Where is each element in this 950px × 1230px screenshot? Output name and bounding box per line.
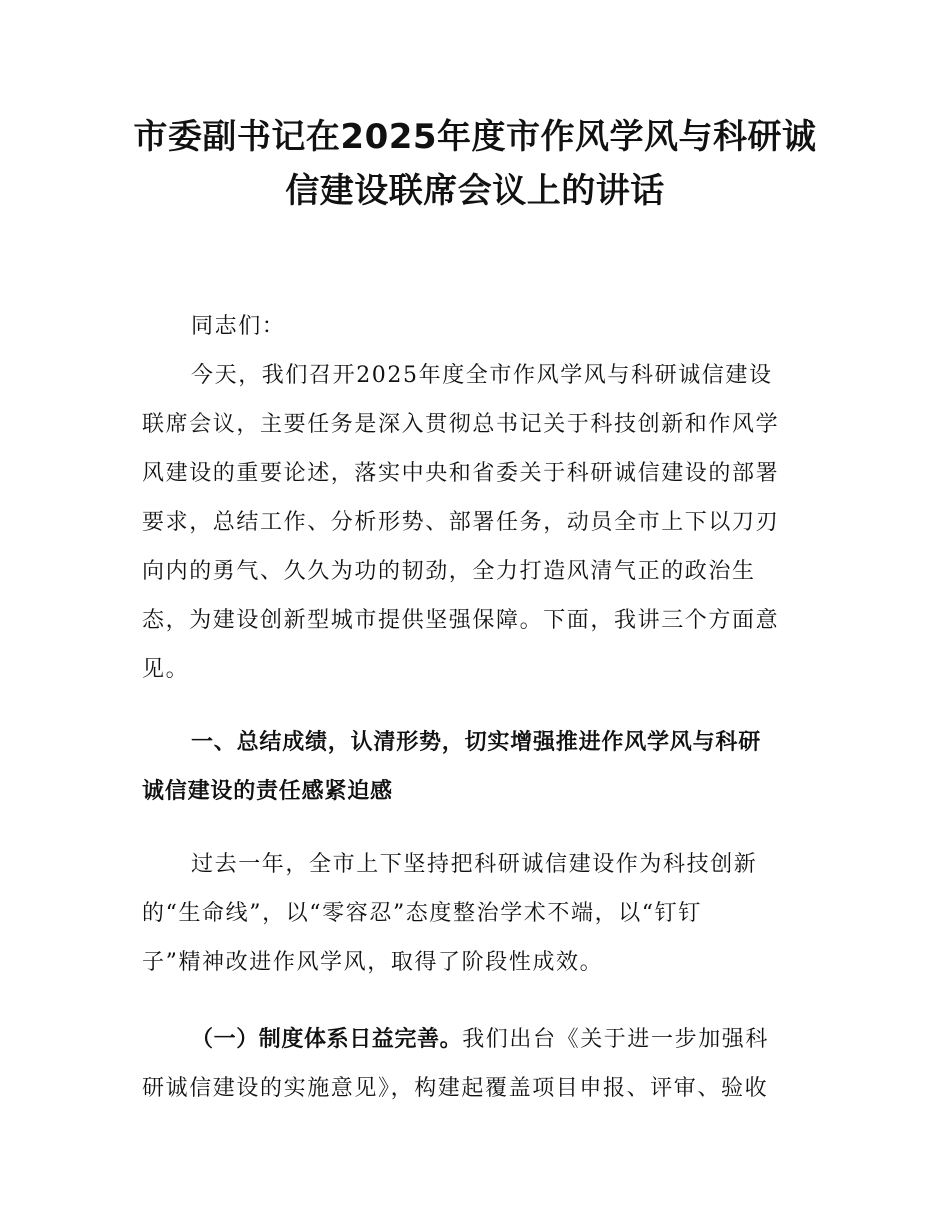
intro-line: 今天，我们召开2025年度全市作风学风与科研诚信建设 <box>191 363 773 388</box>
intro-line: 风建设的重要论述，落实中央和省委关于科研诚信建设的部署 <box>142 461 780 486</box>
section-body-line: 子”精神改进作风学风，取得了阶段性成效。 <box>142 950 604 975</box>
subsection-1-text: 我们出台《关于进一步加强科 <box>462 1027 770 1052</box>
intro-line: 联席会议，主要任务是深入贯彻总书记关于科技创新和作风学 <box>142 412 780 437</box>
section-heading-line: 诚信建设的责任感紧迫感 <box>142 779 393 804</box>
section-body-line: 的“生命线”，以“零容忍”态度整治学术不端，以“钉钉 <box>142 901 702 926</box>
subsection-1-paragraph <box>142 1015 810 1113</box>
section-heading-line: 一、总结成绩，认清形势，切实增强推进作风学风与科研 <box>191 730 762 755</box>
section-body-line: 过去一年，全市上下坚持把科研诚信建设作为科技创新 <box>191 852 758 877</box>
greeting: 同志们： <box>191 314 286 339</box>
section-1-heading <box>142 718 810 816</box>
subsection-line <box>142 1015 810 1064</box>
title-line-2: 信建设联席会议上的讲话 <box>285 171 665 211</box>
section-1-paragraph <box>142 840 810 987</box>
intro-paragraph <box>142 351 810 694</box>
intro-line: 见。 <box>142 657 190 682</box>
intro-line: 态，为建设创新型城市提供坚强保障。下面，我讲三个方面意 <box>142 608 780 633</box>
document-body <box>142 302 810 1113</box>
document-title <box>120 110 830 218</box>
subsection-line: 研诚信建设的实施意见》，构建起覆盖项目申报、评审、验收 <box>142 1076 769 1101</box>
subsection-1-heading: （一）制度体系日益完善。 <box>191 1027 463 1052</box>
intro-line: 要求，总结工作、分析形势、部署任务，动员全市上下以刀刃 <box>142 510 780 535</box>
intro-line: 向内的勇气、久久为功的韧劲，全力打造风清气正的政治生 <box>142 559 756 584</box>
greeting-paragraph <box>142 302 810 351</box>
title-line-1: 市委副书记在2025年度市作风学风与科研诚 <box>133 117 817 157</box>
